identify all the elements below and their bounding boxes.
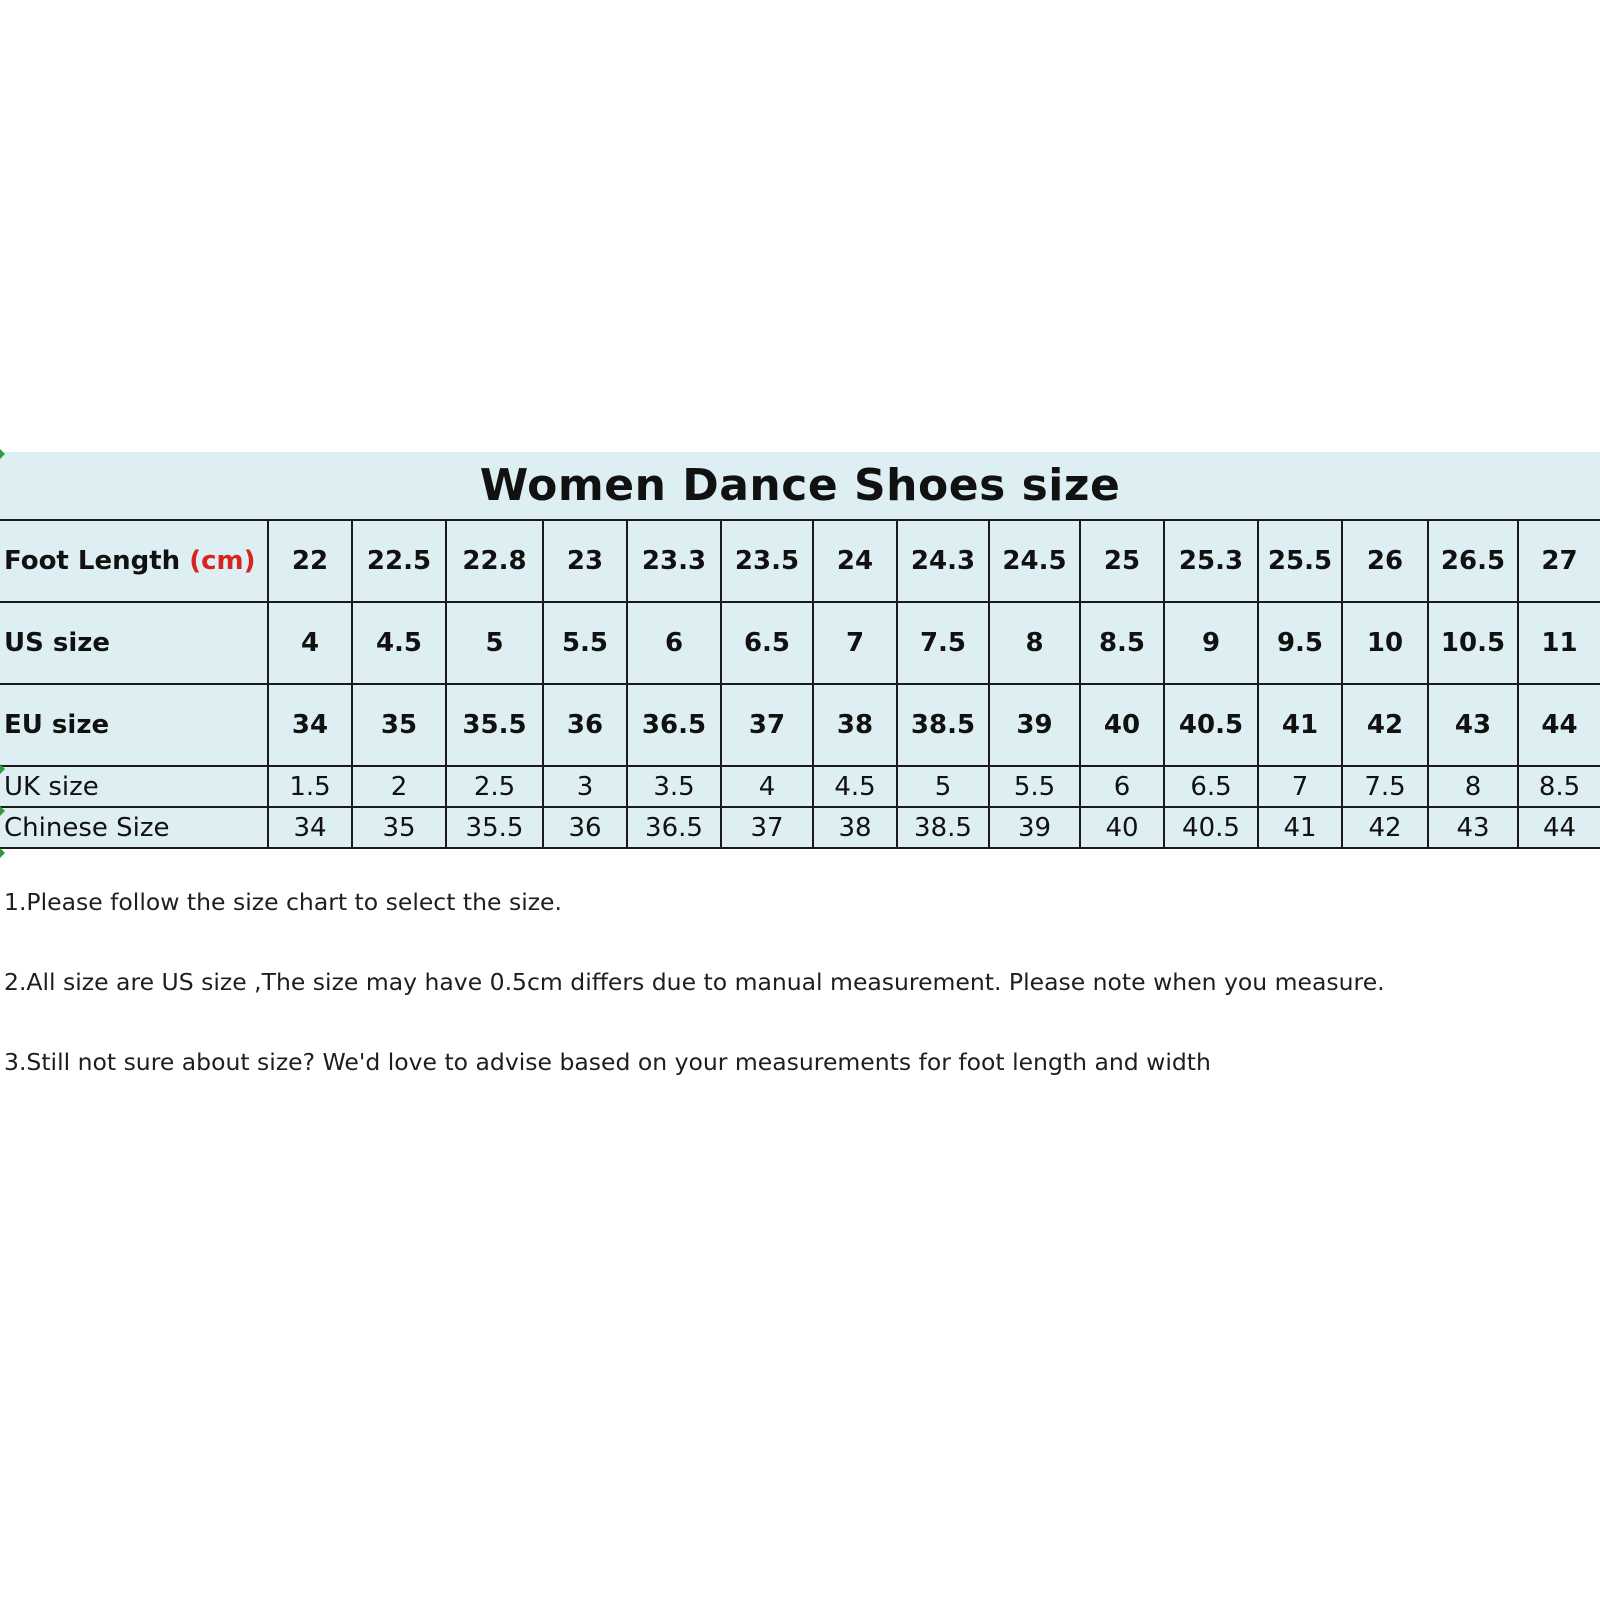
size-cell: 44 [1518,807,1600,848]
size-cell: 37 [721,684,813,766]
cell-corner-marker [0,848,5,858]
cell-corner-marker [0,806,5,816]
size-cell: 7.5 [1342,766,1428,807]
size-cell: 5.5 [543,602,627,684]
size-cell: 6.5 [1164,766,1258,807]
size-cell: 40.5 [1164,807,1258,848]
chart-title-row [0,452,1600,521]
size-cell: 39 [989,684,1080,766]
size-cell: 40 [1080,684,1164,766]
size-cell: 24.3 [897,521,989,602]
size-cell: 25 [1080,521,1164,602]
size-cell: 9.5 [1258,602,1342,684]
row-label-chinese-size: Chinese Size [0,807,268,848]
size-table [0,521,1600,849]
cell-corner-marker [0,449,5,459]
size-cell: 25.3 [1164,521,1258,602]
size-cell: 8 [989,602,1080,684]
size-cell: 37 [721,807,813,848]
size-cell: 8 [1428,766,1518,807]
size-cell: 38.5 [897,807,989,848]
size-cell: 24.5 [989,521,1080,602]
size-cell: 7.5 [897,602,989,684]
size-cell: 43 [1428,807,1518,848]
size-cell: 22.8 [446,521,543,602]
size-cell: 35.5 [446,684,543,766]
size-cell: 3 [543,766,627,807]
size-cell: 26 [1342,521,1428,602]
size-cell: 23.5 [721,521,813,602]
size-cell: 4.5 [813,766,897,807]
row-label-foot-length [0,521,268,602]
size-cell: 5.5 [989,766,1080,807]
row-uk-size [0,766,1600,807]
size-cell: 41 [1258,807,1342,848]
size-cell: 39 [989,807,1080,848]
size-cell: 22.5 [352,521,446,602]
chart-title: Women Dance Shoes size [479,460,1121,511]
size-cell: 4 [268,602,352,684]
size-cell: 34 [268,684,352,766]
note-2: 2.All size are US size ,The size may have 0.5cm differs due to manual measurement. Please note when you measure. [4,968,1385,996]
size-cell: 5 [446,602,543,684]
size-cell: 22 [268,521,352,602]
row-label-uk-size: UK size [0,766,268,807]
note-1: 1.Please follow the size chart to select the size. [4,888,562,916]
foot-length-unit: (cm) [189,546,256,576]
size-cell: 25.5 [1258,521,1342,602]
size-cell: 7 [813,602,897,684]
size-cell: 41 [1258,684,1342,766]
row-us-size [0,602,1600,684]
size-cell: 5 [897,766,989,807]
size-cell: 8.5 [1080,602,1164,684]
size-cell: 44 [1518,684,1600,766]
size-cell: 36.5 [627,684,721,766]
size-cell: 36.5 [627,807,721,848]
cell-corner-marker [0,764,5,774]
row-label-us-size: US size [0,602,268,684]
row-chinese-size [0,807,1600,848]
row-foot-length [0,521,1600,602]
size-cell: 23 [543,521,627,602]
size-cell: 11 [1518,602,1600,684]
size-cell: 27 [1518,521,1600,602]
size-cell: 8.5 [1518,766,1600,807]
size-cell: 10 [1342,602,1428,684]
size-cell: 2.5 [446,766,543,807]
size-cell: 43 [1428,684,1518,766]
size-cell: 42 [1342,684,1428,766]
size-cell: 7 [1258,766,1342,807]
size-cell: 35.5 [446,807,543,848]
size-cell: 3.5 [627,766,721,807]
size-notes [4,878,1594,1118]
foot-length-label: Foot Length [4,546,181,576]
size-cell: 40 [1080,807,1164,848]
size-cell: 35 [352,684,446,766]
size-cell: 24 [813,521,897,602]
size-cell: 38.5 [897,684,989,766]
size-cell: 6.5 [721,602,813,684]
size-cell: 38 [813,807,897,848]
size-cell: 6 [1080,766,1164,807]
row-label-eu-size: EU size [0,684,268,766]
size-cell: 36 [543,807,627,848]
size-cell: 9 [1164,602,1258,684]
size-cell: 35 [352,807,446,848]
note-3: 3.Still not sure about size? We'd love to advise based on your measurements for foot length and width [4,1048,1211,1076]
size-cell: 6 [627,602,721,684]
size-cell: 2 [352,766,446,807]
size-cell: 40.5 [1164,684,1258,766]
size-cell: 4 [721,766,813,807]
size-cell: 10.5 [1428,602,1518,684]
size-cell: 1.5 [268,766,352,807]
size-cell: 23.3 [627,521,721,602]
size-cell: 36 [543,684,627,766]
size-cell: 38 [813,684,897,766]
size-cell: 42 [1342,807,1428,848]
row-eu-size [0,684,1600,766]
size-cell: 34 [268,807,352,848]
size-cell: 4.5 [352,602,446,684]
size-cell: 26.5 [1428,521,1518,602]
size-chart [0,452,1600,849]
